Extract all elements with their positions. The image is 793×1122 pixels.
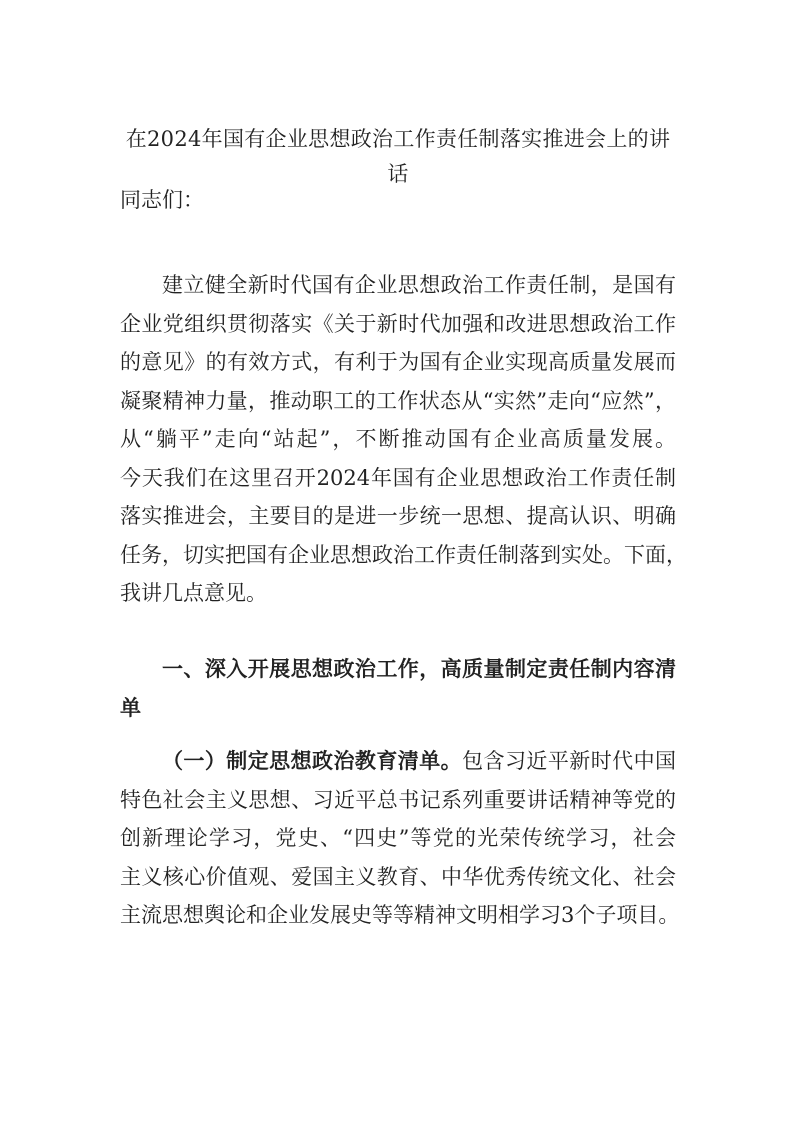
paragraph-intro — [120, 266, 687, 613]
paragraph-subsection-1 — [120, 742, 680, 935]
paragraph-line: 主流思想舆论和企业发展史等等精神文明相学习3个子项目。 — [120, 903, 680, 927]
paragraph-line: 主义核心价值观、爱国主义教育、中华优秀传统文化、社会 — [120, 864, 676, 889]
paragraph-line: 任务，切实把国有企业思想政治工作责任制落到实处。下面， — [120, 542, 687, 567]
document-title — [118, 122, 678, 192]
paragraph-line: 企业党组织贯彻落实《关于新时代加强和改进思想政治工作 — [120, 311, 676, 336]
subsection-lead-rest: 包含习近平新时代中国 — [462, 749, 677, 773]
paragraph-line: 特色社会主义思想、习近平总书记系列重要讲话精神等党的 — [120, 787, 676, 812]
paragraph-line: 从“躺平”走向“站起”，不断推动国有企业高质量发展。 — [120, 427, 676, 451]
paragraph-line: 创新理论学习，党史、“四史”等党的光荣传统学习，社会 — [120, 826, 676, 850]
section-heading-1 — [120, 650, 676, 727]
paragraph-line — [120, 742, 676, 781]
paragraph-line: 今天我们在这里召开2024年国有企业思想政治工作责任制 — [120, 465, 676, 490]
subsection-lead: （一）制定思想政治教育清单。 — [162, 748, 463, 773]
heading-line: 单 — [120, 694, 141, 720]
paragraph-line: 我讲几点意见。 — [120, 581, 267, 605]
title-line-1: 在2024年国有企业思想政治工作责任制落实推进会上的讲 — [125, 127, 671, 151]
paragraph-line: 建立健全新时代国有企业思想政治工作责任制，是国有 — [162, 273, 676, 297]
paragraph-line: 凝聚精神力量，推动职工的工作状态从“实然”走向“应然”， — [120, 388, 676, 413]
title-line-2: 话 — [387, 162, 409, 186]
paragraph-line: 落实推进会，主要目的是进一步统一思想、提高认识、明确 — [120, 504, 676, 528]
heading-line: 一、深入开展思想政治工作，高质量制定责任制内容清 — [162, 656, 676, 681]
salutation: 同志们： — [120, 188, 204, 212]
paragraph-line: 的意见》的有效方式，有利于为国有企业实现高质量发展而 — [120, 350, 676, 374]
